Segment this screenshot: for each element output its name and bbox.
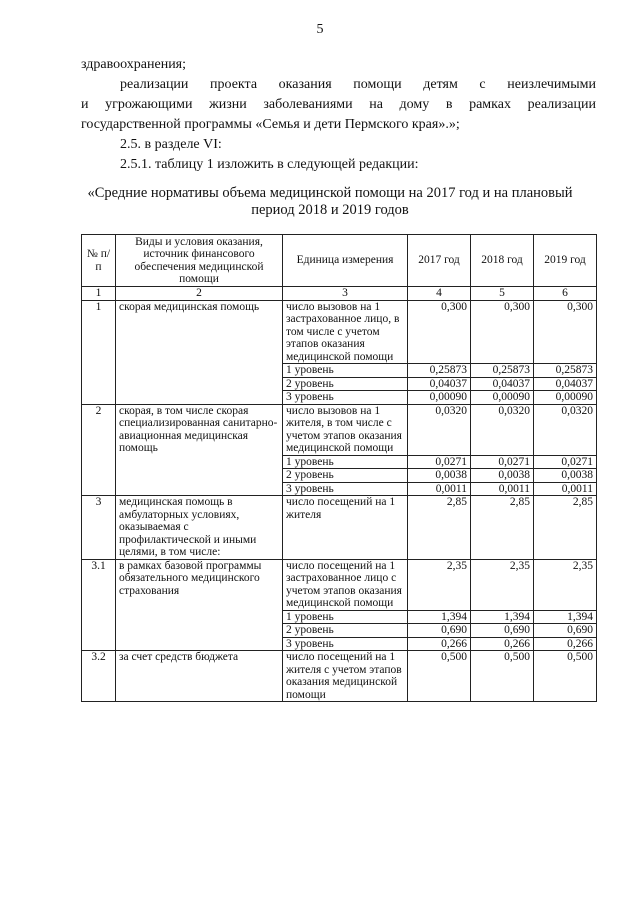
table-row xyxy=(82,559,597,610)
value-cell: 0,0271 xyxy=(534,455,597,469)
table-title-line: период 2018 и 2019 годов xyxy=(251,202,409,218)
level-label: 3 уровень xyxy=(283,482,408,496)
unit-of-measure: число посещений на 1 застрахованное лицо с учетом этапов оказания медицинской помощи xyxy=(283,559,408,610)
value-cell: 0,0038 xyxy=(534,469,597,483)
level-label: 2 уровень xyxy=(283,377,408,391)
value-cell: 0,690 xyxy=(408,624,471,638)
care-type: в рамках базовой программы обязательного медицинского страхования xyxy=(116,559,283,651)
value-cell: 0,04037 xyxy=(534,377,597,391)
value-cell: 0,0271 xyxy=(471,455,534,469)
value-cell: 2,35 xyxy=(408,559,471,610)
row-number: 1 xyxy=(82,300,116,404)
value-cell: 0,00090 xyxy=(534,391,597,405)
header-type: Виды и условия оказания, источник финансового обеспечения медицинской помощи xyxy=(116,235,283,287)
value-cell: 1,394 xyxy=(471,610,534,624)
unit-of-measure: число вызовов на 1 застрахованное лицо, в том числе с учетом этапов оказания медицинской помощи xyxy=(283,300,408,364)
value-cell: 0,0320 xyxy=(534,404,597,455)
text-line: государственной программы «Семья и дети Пермского края».»; xyxy=(81,117,460,132)
value-cell: 1,394 xyxy=(408,610,471,624)
column-number: 4 xyxy=(408,287,471,301)
level-label: 1 уровень xyxy=(283,455,408,469)
header-num: № п/п xyxy=(82,235,116,287)
value-cell: 0,04037 xyxy=(408,377,471,391)
norms-table xyxy=(81,234,597,702)
table-title-line: «Средние нормативы объема медицинской помощи на 2017 год и на плановый xyxy=(87,185,573,201)
text-line: здравоохранения; xyxy=(81,57,187,72)
level-label: 1 уровень xyxy=(283,610,408,624)
value-cell: 0,0320 xyxy=(408,404,471,455)
value-cell: 0,266 xyxy=(534,637,597,651)
text-line: 2.5.1. таблицу 1 изложить в следующей редакции: xyxy=(120,157,419,172)
row-number: 2 xyxy=(82,404,116,496)
value-cell: 1,394 xyxy=(534,610,597,624)
value-cell: 0,25873 xyxy=(471,364,534,378)
header-unit: Единица измерения xyxy=(283,235,408,287)
table-title xyxy=(70,185,590,219)
level-label: 1 уровень xyxy=(283,364,408,378)
header-2018: 2018 год xyxy=(471,235,534,287)
value-cell: 2,85 xyxy=(408,496,471,560)
row-number: 3.1 xyxy=(82,559,116,651)
value-cell: 0,300 xyxy=(471,300,534,364)
care-type: скорая, в том числе скорая специализированная санитарно-авиационная медицинская помощь xyxy=(116,404,283,496)
level-label: 3 уровень xyxy=(283,637,408,651)
value-cell: 2,35 xyxy=(471,559,534,610)
value-cell: 0,00090 xyxy=(408,391,471,405)
unit-of-measure: число вызовов на 1 жителя, в том числе с учетом этапов оказания медицинской помощи xyxy=(283,404,408,455)
value-cell: 2,85 xyxy=(534,496,597,560)
row-number: 3.2 xyxy=(82,651,116,702)
column-number: 5 xyxy=(471,287,534,301)
value-cell: 0,25873 xyxy=(408,364,471,378)
value-cell: 0,00090 xyxy=(471,391,534,405)
value-cell: 0,690 xyxy=(471,624,534,638)
value-cell: 0,0038 xyxy=(471,469,534,483)
text-line: и угрожающими жизни заболеваниями на дому в рамках реализации xyxy=(81,97,596,112)
header-2017: 2017 год xyxy=(408,235,471,287)
table-row xyxy=(82,651,597,702)
value-cell: 0,266 xyxy=(408,637,471,651)
header-2019: 2019 год xyxy=(534,235,597,287)
table-row xyxy=(82,496,597,560)
value-cell: 0,0011 xyxy=(534,482,597,496)
value-cell: 0,500 xyxy=(408,651,471,702)
level-label: 2 уровень xyxy=(283,469,408,483)
value-cell: 0,0011 xyxy=(408,482,471,496)
care-type: за счет средств бюджета xyxy=(116,651,283,702)
header-row xyxy=(82,235,597,287)
care-type: медицинская помощь в амбулаторных условиях, оказываемая с профилактической и иными целями, в том числе: xyxy=(116,496,283,560)
value-cell: 0,0320 xyxy=(471,404,534,455)
value-cell: 0,500 xyxy=(534,651,597,702)
value-cell: 0,300 xyxy=(534,300,597,364)
value-cell: 0,300 xyxy=(408,300,471,364)
text-line: реализации проекта оказания помощи детям с неизлечимыми xyxy=(120,77,596,92)
value-cell: 0,690 xyxy=(534,624,597,638)
column-number: 3 xyxy=(283,287,408,301)
unit-of-measure: число посещений на 1 жителя xyxy=(283,496,408,560)
level-label: 2 уровень xyxy=(283,624,408,638)
table-row xyxy=(82,404,597,455)
level-label: 3 уровень xyxy=(283,391,408,405)
column-number: 2 xyxy=(116,287,283,301)
value-cell: 0,25873 xyxy=(534,364,597,378)
table-row xyxy=(82,300,597,364)
value-cell: 2,35 xyxy=(534,559,597,610)
unit-of-measure: число посещений на 1 жителя с учетом этапов оказания медицинской помощи xyxy=(283,651,408,702)
text-line: 2.5. в разделе VI: xyxy=(120,137,222,152)
row-number: 3 xyxy=(82,496,116,560)
column-number-row xyxy=(82,287,597,301)
value-cell: 0,0011 xyxy=(471,482,534,496)
value-cell: 0,0271 xyxy=(408,455,471,469)
page-number: 5 xyxy=(316,22,324,37)
value-cell: 0,04037 xyxy=(471,377,534,391)
value-cell: 0,0038 xyxy=(408,469,471,483)
value-cell: 0,500 xyxy=(471,651,534,702)
value-cell: 0,266 xyxy=(471,637,534,651)
column-number: 1 xyxy=(82,287,116,301)
value-cell: 2,85 xyxy=(471,496,534,560)
care-type: скорая медицинская помощь xyxy=(116,300,283,404)
column-number: 6 xyxy=(534,287,597,301)
